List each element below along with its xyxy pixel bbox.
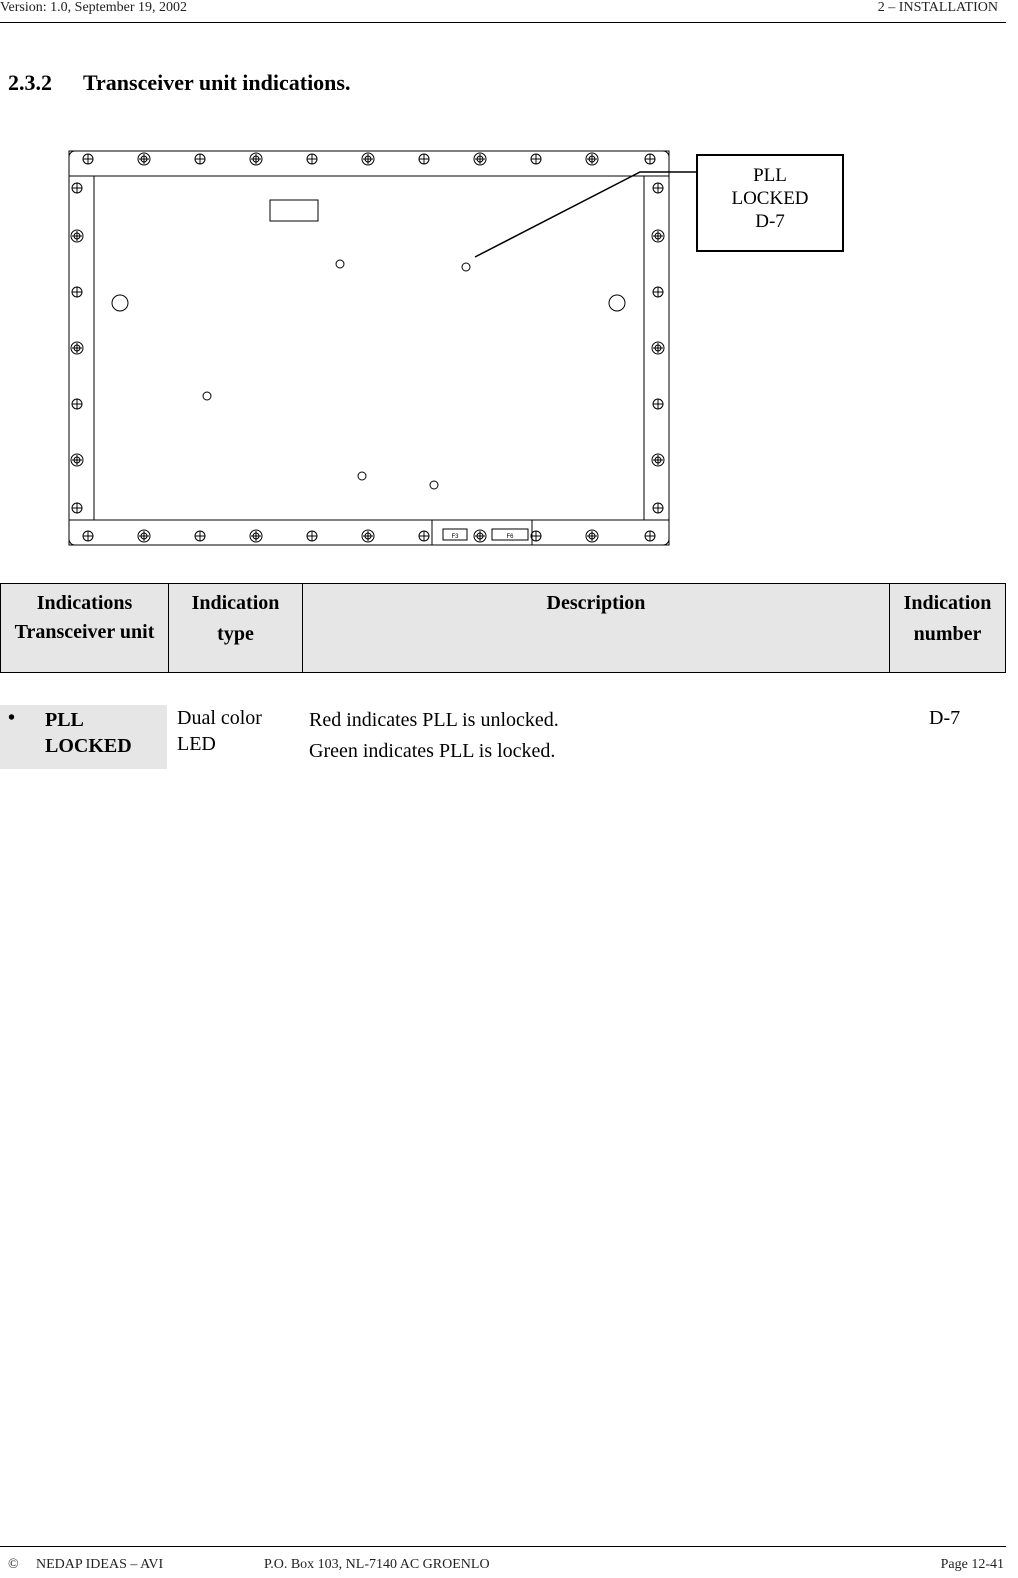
description-line: Red indicates PLL is unlocked.	[309, 709, 559, 731]
header-number-label: number	[913, 623, 982, 645]
header-indications-label: Indications	[36, 592, 133, 614]
version-text: Version: 1.0, September 19, 2002	[0, 0, 188, 15]
indication-type: Dual color LED	[177, 707, 262, 755]
screw-icon	[83, 531, 93, 541]
header-description	[302, 584, 889, 672]
connector-f3-label: F3	[451, 534, 459, 540]
callout-line: PLL	[753, 165, 787, 186]
header-indication-number	[889, 584, 1006, 672]
company-address: P.O. Box 103, NL-7140 AC GROENLO	[264, 1557, 490, 1572]
screw-icon	[138, 530, 150, 542]
indication-name: PLL LOCKED	[45, 709, 132, 757]
table-row-indication	[0, 705, 167, 769]
callout-line: D-7	[755, 211, 785, 232]
screw-icon	[362, 530, 374, 542]
section-number: 2.3.2	[8, 70, 52, 95]
led-indicator	[430, 481, 438, 489]
screw-icon	[419, 531, 429, 541]
header-description-label: Description	[546, 592, 646, 614]
header-transceiver-unit-label: Transceiver unit	[14, 621, 155, 643]
screw-icon	[474, 530, 486, 542]
copyright-symbol: ©	[8, 1557, 19, 1572]
header-indication-type	[168, 584, 302, 672]
pll-locked-callout	[696, 154, 844, 252]
indication-description	[309, 705, 559, 767]
bullet: •	[8, 707, 16, 729]
led-indicator	[358, 472, 366, 480]
section-title: Transceiver unit indications.	[83, 70, 351, 95]
screw-icon	[531, 531, 541, 541]
screw-icon	[653, 399, 663, 409]
screw-icon	[250, 530, 262, 542]
screw-icon	[71, 454, 83, 466]
chapter-text: 2 – INSTALLATION	[877, 0, 998, 15]
indications-table-header	[0, 583, 1006, 673]
screw-icon	[653, 503, 663, 513]
header-indication-label: Indication	[191, 592, 280, 614]
screw-icon	[72, 503, 82, 513]
connector-f6-label: F6	[506, 534, 514, 540]
callout-leader	[0, 0, 1018, 400]
screw-icon	[586, 530, 598, 542]
callout-line: LOCKED	[731, 188, 809, 209]
screw-icon	[307, 531, 317, 541]
page-footer	[0, 1546, 1006, 1578]
screw-icon	[195, 531, 205, 541]
header-type-label: type	[217, 623, 254, 645]
page-number: Page 12-41	[940, 1557, 1004, 1572]
company-name: NEDAP IDEAS – AVI	[36, 1557, 164, 1572]
indication-number: D-7	[929, 707, 961, 729]
screw-icon	[72, 399, 82, 409]
header-indication-label: Indication	[903, 592, 992, 614]
bottom-flange	[69, 520, 669, 545]
description-line: Green indicates PLL is locked.	[309, 740, 556, 762]
header-indications	[0, 584, 168, 672]
screw-icon	[645, 531, 655, 541]
callout-leader-line	[475, 172, 696, 257]
screw-icon	[652, 454, 664, 466]
